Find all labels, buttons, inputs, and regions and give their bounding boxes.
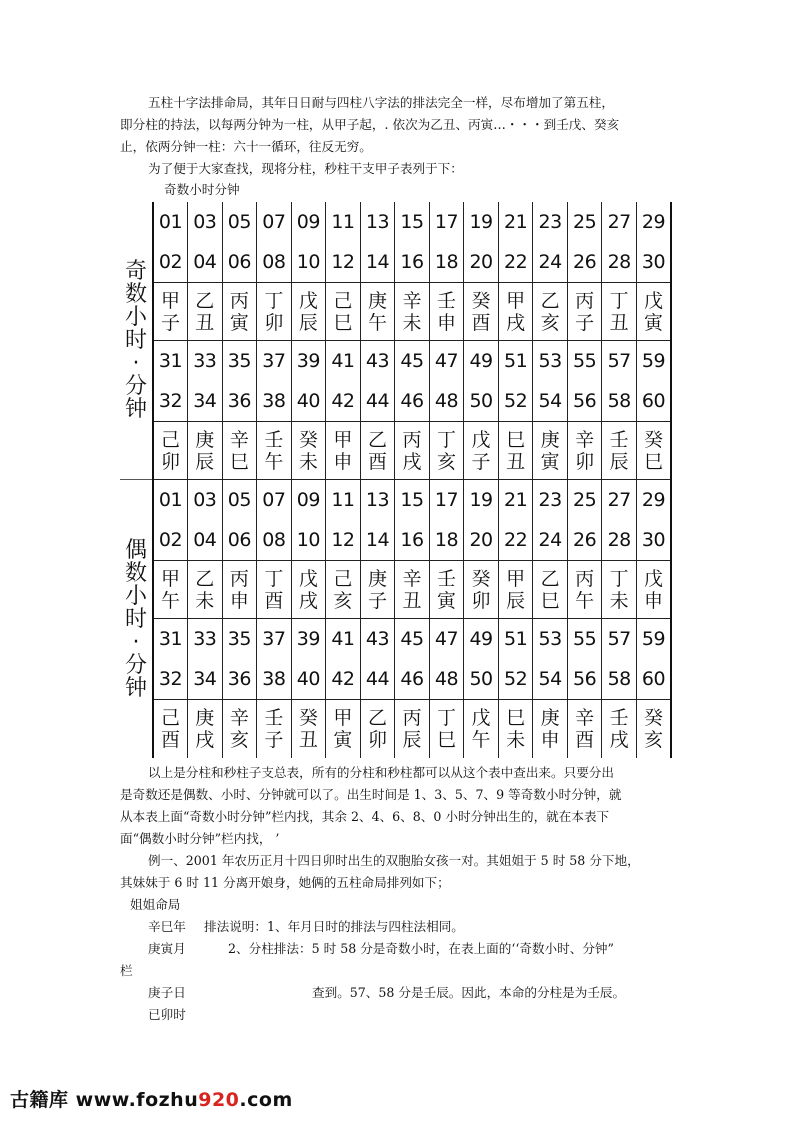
minute-cell: 25 bbox=[567, 480, 602, 520]
odd-label-char: 钟 bbox=[124, 397, 147, 423]
ganzhi-cell: 癸 酉 bbox=[464, 282, 499, 341]
minute-cell: 11 bbox=[326, 480, 361, 520]
minute-cell: 01 bbox=[153, 202, 188, 242]
minute-cell: 24 bbox=[533, 242, 568, 282]
ganzhi-cell: 丙 子 bbox=[567, 282, 602, 341]
minute-cell: 11 bbox=[326, 202, 361, 242]
ganzhi-cell: 癸 亥 bbox=[636, 699, 671, 758]
minute-cell: 43 bbox=[360, 619, 395, 659]
ganzhi-cell: 甲 戌 bbox=[498, 282, 533, 341]
minute-cell: 07 bbox=[257, 202, 292, 242]
ganzhi-cell: 壬 申 bbox=[429, 282, 464, 341]
ganzhi-cell: 甲 子 bbox=[153, 282, 188, 341]
minute-cell: 33 bbox=[188, 341, 223, 381]
odd-label-char: 奇 bbox=[124, 259, 147, 285]
hour-pillar: 已卯时 bbox=[148, 1007, 186, 1022]
even-row-6 bbox=[120, 699, 671, 758]
ganzhi-cell: 丁 未 bbox=[602, 560, 637, 619]
minute-cell: 19 bbox=[464, 202, 499, 242]
note-3: 查到。57、58 分是壬辰。因此，本命的分柱是为壬辰。 bbox=[312, 985, 626, 1000]
paragraph-1-line-2: 即分柱的持法，以每两分钟为一柱，从甲子起，. 依次为乙丑、丙寅…・・・到壬戊、癸亥 bbox=[120, 117, 620, 132]
minute-cell: 09 bbox=[291, 480, 326, 520]
minute-cell: 27 bbox=[602, 480, 637, 520]
minute-cell: 57 bbox=[602, 341, 637, 381]
ganzhi-cell: 甲 辰 bbox=[498, 560, 533, 619]
minute-cell: 36 bbox=[222, 381, 257, 421]
minute-cell: 10 bbox=[291, 520, 326, 560]
minute-cell: 05 bbox=[222, 480, 257, 520]
note-2-continuation: 栏 bbox=[120, 963, 133, 978]
minute-cell: 34 bbox=[188, 659, 223, 699]
minute-cell: 39 bbox=[291, 341, 326, 381]
ganzhi-cell: 癸 巳 bbox=[636, 421, 671, 480]
even-label-char: · bbox=[132, 629, 140, 655]
minute-cell: 48 bbox=[429, 659, 464, 699]
minute-cell: 39 bbox=[291, 619, 326, 659]
ganzhi-cell: 乙 亥 bbox=[533, 282, 568, 341]
minute-cell: 44 bbox=[360, 381, 395, 421]
even-label-char: 分 bbox=[124, 652, 147, 678]
url-prefix: www.fozhu bbox=[75, 1089, 199, 1111]
odd-row-4 bbox=[120, 341, 671, 381]
minute-cell: 05 bbox=[222, 202, 257, 242]
ganzhi-cell: 戊 子 bbox=[464, 421, 499, 480]
minute-cell: 47 bbox=[429, 619, 464, 659]
minute-cell: 14 bbox=[360, 242, 395, 282]
minute-cell: 06 bbox=[222, 242, 257, 282]
ganzhi-cell: 戊 午 bbox=[464, 699, 499, 758]
minute-cell: 26 bbox=[567, 242, 602, 282]
odd-label-char: 数 bbox=[124, 282, 147, 308]
ganzhi-cell: 辛 亥 bbox=[222, 699, 257, 758]
ganzhi-cell: 辛 卯 bbox=[567, 421, 602, 480]
minute-cell: 16 bbox=[395, 242, 430, 282]
minute-cell: 02 bbox=[153, 242, 188, 282]
minute-cell: 40 bbox=[291, 659, 326, 699]
minute-cell: 06 bbox=[222, 520, 257, 560]
minute-cell: 38 bbox=[257, 659, 292, 699]
minute-cell: 41 bbox=[326, 341, 361, 381]
minute-cell: 53 bbox=[533, 619, 568, 659]
ganzhi-cell: 甲 寅 bbox=[326, 699, 361, 758]
day-pillar: 庚子日 bbox=[148, 985, 186, 1000]
minute-cell: 52 bbox=[498, 381, 533, 421]
even-label-char: 数 bbox=[124, 560, 147, 586]
ganzhi-cell: 巳 丑 bbox=[498, 421, 533, 480]
minute-cell: 36 bbox=[222, 659, 257, 699]
minute-cell: 41 bbox=[326, 619, 361, 659]
minute-cell: 14 bbox=[360, 520, 395, 560]
minute-cell: 30 bbox=[636, 242, 671, 282]
minute-cell: 13 bbox=[360, 480, 395, 520]
minute-cell: 35 bbox=[222, 341, 257, 381]
minute-cell: 42 bbox=[326, 381, 361, 421]
minute-cell: 07 bbox=[257, 480, 292, 520]
minute-cell: 30 bbox=[636, 520, 671, 560]
ganzhi-cell: 丙 寅 bbox=[222, 282, 257, 341]
minute-cell: 35 bbox=[222, 619, 257, 659]
ganzhi-cell: 庚 午 bbox=[360, 282, 395, 341]
minute-cell: 38 bbox=[257, 381, 292, 421]
odd-label-char: 小 bbox=[124, 305, 147, 331]
minute-cell: 53 bbox=[533, 341, 568, 381]
even-label-char: 偶 bbox=[124, 537, 147, 563]
ganzhi-cell: 庚 申 bbox=[533, 699, 568, 758]
minute-cell: 02 bbox=[153, 520, 188, 560]
odd-label-char: · bbox=[132, 351, 140, 377]
minute-cell: 47 bbox=[429, 341, 464, 381]
minute-cell: 50 bbox=[464, 659, 499, 699]
minute-cell: 50 bbox=[464, 381, 499, 421]
minute-cell: 21 bbox=[498, 480, 533, 520]
minute-cell: 49 bbox=[464, 341, 499, 381]
ganzhi-cell: 癸 丑 bbox=[291, 699, 326, 758]
minute-cell: 59 bbox=[636, 619, 671, 659]
ganzhi-cell: 庚 戌 bbox=[188, 699, 223, 758]
minute-cell: 56 bbox=[567, 659, 602, 699]
even-label-char: 时 bbox=[124, 606, 147, 632]
note-2: 2、分柱排法：5 时 58 分是奇数小时，在表上面的‘‘奇数小时、分钟” bbox=[228, 941, 614, 956]
minute-cell: 16 bbox=[395, 520, 430, 560]
minute-cell: 59 bbox=[636, 341, 671, 381]
ganzhi-cell: 己 亥 bbox=[326, 560, 361, 619]
year-pillar: 辛巳年 bbox=[148, 919, 186, 934]
odd-row-5 bbox=[120, 381, 671, 421]
minute-cell: 56 bbox=[567, 381, 602, 421]
minute-cell: 45 bbox=[395, 619, 430, 659]
minute-cell: 25 bbox=[567, 202, 602, 242]
paragraph-1-line-3: 止，依两分钟一柱：六十一循环，往反无穷。 bbox=[120, 139, 372, 154]
even-row-4 bbox=[120, 619, 671, 659]
sister-heading: 姐姐命局 bbox=[130, 897, 181, 912]
ganzhi-cell: 壬 辰 bbox=[602, 421, 637, 480]
url-suffix: .com bbox=[239, 1089, 293, 1111]
paragraph-2: 为了便于大家查找，现将分柱，秒柱干支甲子表列于下： bbox=[148, 161, 463, 176]
minute-cell: 37 bbox=[257, 619, 292, 659]
minute-cell: 51 bbox=[498, 341, 533, 381]
ganzhi-cell: 辛 丑 bbox=[395, 560, 430, 619]
even-row-5 bbox=[120, 659, 671, 699]
minute-cell: 22 bbox=[498, 520, 533, 560]
even-row-1 bbox=[120, 480, 671, 520]
minute-cell: 04 bbox=[188, 242, 223, 282]
ganzhi-cell: 丁 巳 bbox=[429, 699, 464, 758]
minute-cell: 17 bbox=[429, 202, 464, 242]
note-1: 排法说明：1、年月日时的排法与四柱法相同。 bbox=[204, 919, 464, 934]
minute-cell: 08 bbox=[257, 520, 292, 560]
minute-cell: 31 bbox=[153, 341, 188, 381]
minute-cell: 23 bbox=[533, 480, 568, 520]
paragraph-3-line-1: 以上是分柱和秒柱子支总表，所有的分柱和秒柱都可以从这个表中查出来。只要分出 bbox=[148, 765, 614, 780]
minute-cell: 20 bbox=[464, 520, 499, 560]
minute-cell: 27 bbox=[602, 202, 637, 242]
ganzhi-cell: 丁 丑 bbox=[602, 282, 637, 341]
ganzhi-cell: 乙 巳 bbox=[533, 560, 568, 619]
minute-cell: 32 bbox=[153, 381, 188, 421]
minute-cell: 26 bbox=[567, 520, 602, 560]
ganzhi-cell: 己 卯 bbox=[153, 421, 188, 480]
odd-label-char: 时 bbox=[124, 328, 147, 354]
paragraph-3-line-3: 从本表上面“奇数小时分钟”栏内找，其余 2、4、6、8、0 小时分钟出生的，就在本表下 bbox=[120, 809, 610, 824]
paragraph-3-line-4: 面“偶数小时分钟”栏内找， ’ bbox=[120, 831, 280, 846]
odd-row-6 bbox=[120, 421, 671, 480]
minute-cell: 54 bbox=[533, 381, 568, 421]
minute-cell: 23 bbox=[533, 202, 568, 242]
minute-cell: 37 bbox=[257, 341, 292, 381]
minute-cell: 08 bbox=[257, 242, 292, 282]
odd-row-2 bbox=[120, 242, 671, 282]
site-watermark bbox=[10, 1085, 293, 1112]
odd-row-3 bbox=[120, 282, 671, 341]
minute-cell: 45 bbox=[395, 341, 430, 381]
minute-cell: 21 bbox=[498, 202, 533, 242]
minute-cell: 60 bbox=[636, 381, 671, 421]
minute-cell: 03 bbox=[188, 202, 223, 242]
minute-cell: 28 bbox=[602, 242, 637, 282]
site-url bbox=[76, 1089, 293, 1111]
minute-cell: 42 bbox=[326, 659, 361, 699]
site-name: 古籍库 bbox=[10, 1089, 69, 1111]
ganzhi-cell: 庚 寅 bbox=[533, 421, 568, 480]
minute-cell: 55 bbox=[567, 619, 602, 659]
ganzhi-cell: 丁 卯 bbox=[257, 282, 292, 341]
ganzhi-cell: 癸 未 bbox=[291, 421, 326, 480]
ganzhi-cell: 壬 戌 bbox=[602, 699, 637, 758]
ganzhi-cell: 丙 午 bbox=[567, 560, 602, 619]
minute-cell: 12 bbox=[326, 242, 361, 282]
minute-cell: 17 bbox=[429, 480, 464, 520]
ganzhi-cell: 壬 午 bbox=[257, 421, 292, 480]
minute-cell: 24 bbox=[533, 520, 568, 560]
ganzhi-cell: 乙 酉 bbox=[360, 421, 395, 480]
ganzhi-cell: 戊 申 bbox=[636, 560, 671, 619]
minute-cell: 46 bbox=[395, 381, 430, 421]
minute-cell: 31 bbox=[153, 619, 188, 659]
month-pillar: 庚寅月 bbox=[148, 941, 186, 956]
minute-cell: 03 bbox=[188, 480, 223, 520]
minute-cell: 57 bbox=[602, 619, 637, 659]
minute-cell: 44 bbox=[360, 659, 395, 699]
ganzhi-cell: 丁 亥 bbox=[429, 421, 464, 480]
minute-cell: 29 bbox=[636, 480, 671, 520]
minute-cell: 40 bbox=[291, 381, 326, 421]
minute-cell: 54 bbox=[533, 659, 568, 699]
minute-cell: 46 bbox=[395, 659, 430, 699]
ganzhi-cell: 庚 子 bbox=[360, 560, 395, 619]
ganzhi-cell: 己 酉 bbox=[153, 699, 188, 758]
minute-cell: 43 bbox=[360, 341, 395, 381]
ganzhi-cell: 戊 辰 bbox=[291, 282, 326, 341]
minute-cell: 15 bbox=[395, 202, 430, 242]
minute-cell: 13 bbox=[360, 202, 395, 242]
even-section-label bbox=[120, 480, 153, 758]
odd-row-1 bbox=[120, 202, 671, 242]
ganzhi-cell: 甲 申 bbox=[326, 421, 361, 480]
even-row-2 bbox=[120, 520, 671, 560]
minute-cell: 01 bbox=[153, 480, 188, 520]
minute-cell: 34 bbox=[188, 381, 223, 421]
table-caption: 奇数小时分钟 bbox=[164, 182, 240, 197]
paragraph-4-line-2: 其妹妹于 6 时 11 分离开娘身，她俩的五柱命局排列如下； bbox=[120, 875, 450, 890]
paragraph-1-line-1: 五柱十字法排命局，其年日日耐与四柱八字法的排法完全一样，尽布增加了第五柱， bbox=[148, 95, 614, 110]
ganzhi-cell: 乙 未 bbox=[188, 560, 223, 619]
ganzhi-cell: 戊 戌 bbox=[291, 560, 326, 619]
even-label-char: 钟 bbox=[124, 675, 147, 701]
minute-cell: 33 bbox=[188, 619, 223, 659]
paragraph-4-line-1: 例一、2001 年农历正月十四日卯时出生的双胞胎女孩一对。其姐姐于 5 时 58 分下地， bbox=[148, 853, 640, 868]
odd-label-char: 分 bbox=[124, 374, 147, 400]
even-row-3 bbox=[120, 560, 671, 619]
ganzhi-cell: 丙 申 bbox=[222, 560, 257, 619]
ganzhi-cell: 乙 卯 bbox=[360, 699, 395, 758]
minute-cell: 29 bbox=[636, 202, 671, 242]
ganzhi-cell: 辛 酉 bbox=[567, 699, 602, 758]
minute-cell: 55 bbox=[567, 341, 602, 381]
minute-cell: 48 bbox=[429, 381, 464, 421]
minute-cell: 22 bbox=[498, 242, 533, 282]
ganzhi-cell: 乙 丑 bbox=[188, 282, 223, 341]
ganzhi-minute-table bbox=[120, 202, 672, 758]
minute-cell: 32 bbox=[153, 659, 188, 699]
ganzhi-cell: 庚 辰 bbox=[188, 421, 223, 480]
minute-cell: 60 bbox=[636, 659, 671, 699]
minute-cell: 58 bbox=[602, 659, 637, 699]
odd-section-label bbox=[120, 202, 153, 480]
ganzhi-cell: 己 巳 bbox=[326, 282, 361, 341]
minute-cell: 09 bbox=[291, 202, 326, 242]
minute-cell: 19 bbox=[464, 480, 499, 520]
url-number: 920 bbox=[198, 1089, 240, 1111]
minute-cell: 04 bbox=[188, 520, 223, 560]
ganzhi-cell: 癸 卯 bbox=[464, 560, 499, 619]
minute-cell: 15 bbox=[395, 480, 430, 520]
paragraph-3-line-2: 是奇数还是偶数、小时、分钟就可以了。出生时间是 1、3、5、7、9 等奇数小时分钟，就 bbox=[120, 787, 622, 802]
ganzhi-cell: 壬 子 bbox=[257, 699, 292, 758]
ganzhi-cell: 巳 未 bbox=[498, 699, 533, 758]
minute-cell: 18 bbox=[429, 242, 464, 282]
minute-cell: 52 bbox=[498, 659, 533, 699]
minute-cell: 10 bbox=[291, 242, 326, 282]
minute-cell: 58 bbox=[602, 381, 637, 421]
minute-cell: 28 bbox=[602, 520, 637, 560]
ganzhi-cell: 丁 酉 bbox=[257, 560, 292, 619]
minute-cell: 18 bbox=[429, 520, 464, 560]
ganzhi-cell: 辛 巳 bbox=[222, 421, 257, 480]
ganzhi-cell: 壬 寅 bbox=[429, 560, 464, 619]
minute-cell: 20 bbox=[464, 242, 499, 282]
ganzhi-cell: 丙 戌 bbox=[395, 421, 430, 480]
minute-cell: 51 bbox=[498, 619, 533, 659]
minute-cell: 12 bbox=[326, 520, 361, 560]
ganzhi-cell: 戊 寅 bbox=[636, 282, 671, 341]
minute-cell: 49 bbox=[464, 619, 499, 659]
ganzhi-cell: 甲 午 bbox=[153, 560, 188, 619]
ganzhi-cell: 辛 未 bbox=[395, 282, 430, 341]
even-label-char: 小 bbox=[124, 583, 147, 609]
ganzhi-cell: 丙 辰 bbox=[395, 699, 430, 758]
